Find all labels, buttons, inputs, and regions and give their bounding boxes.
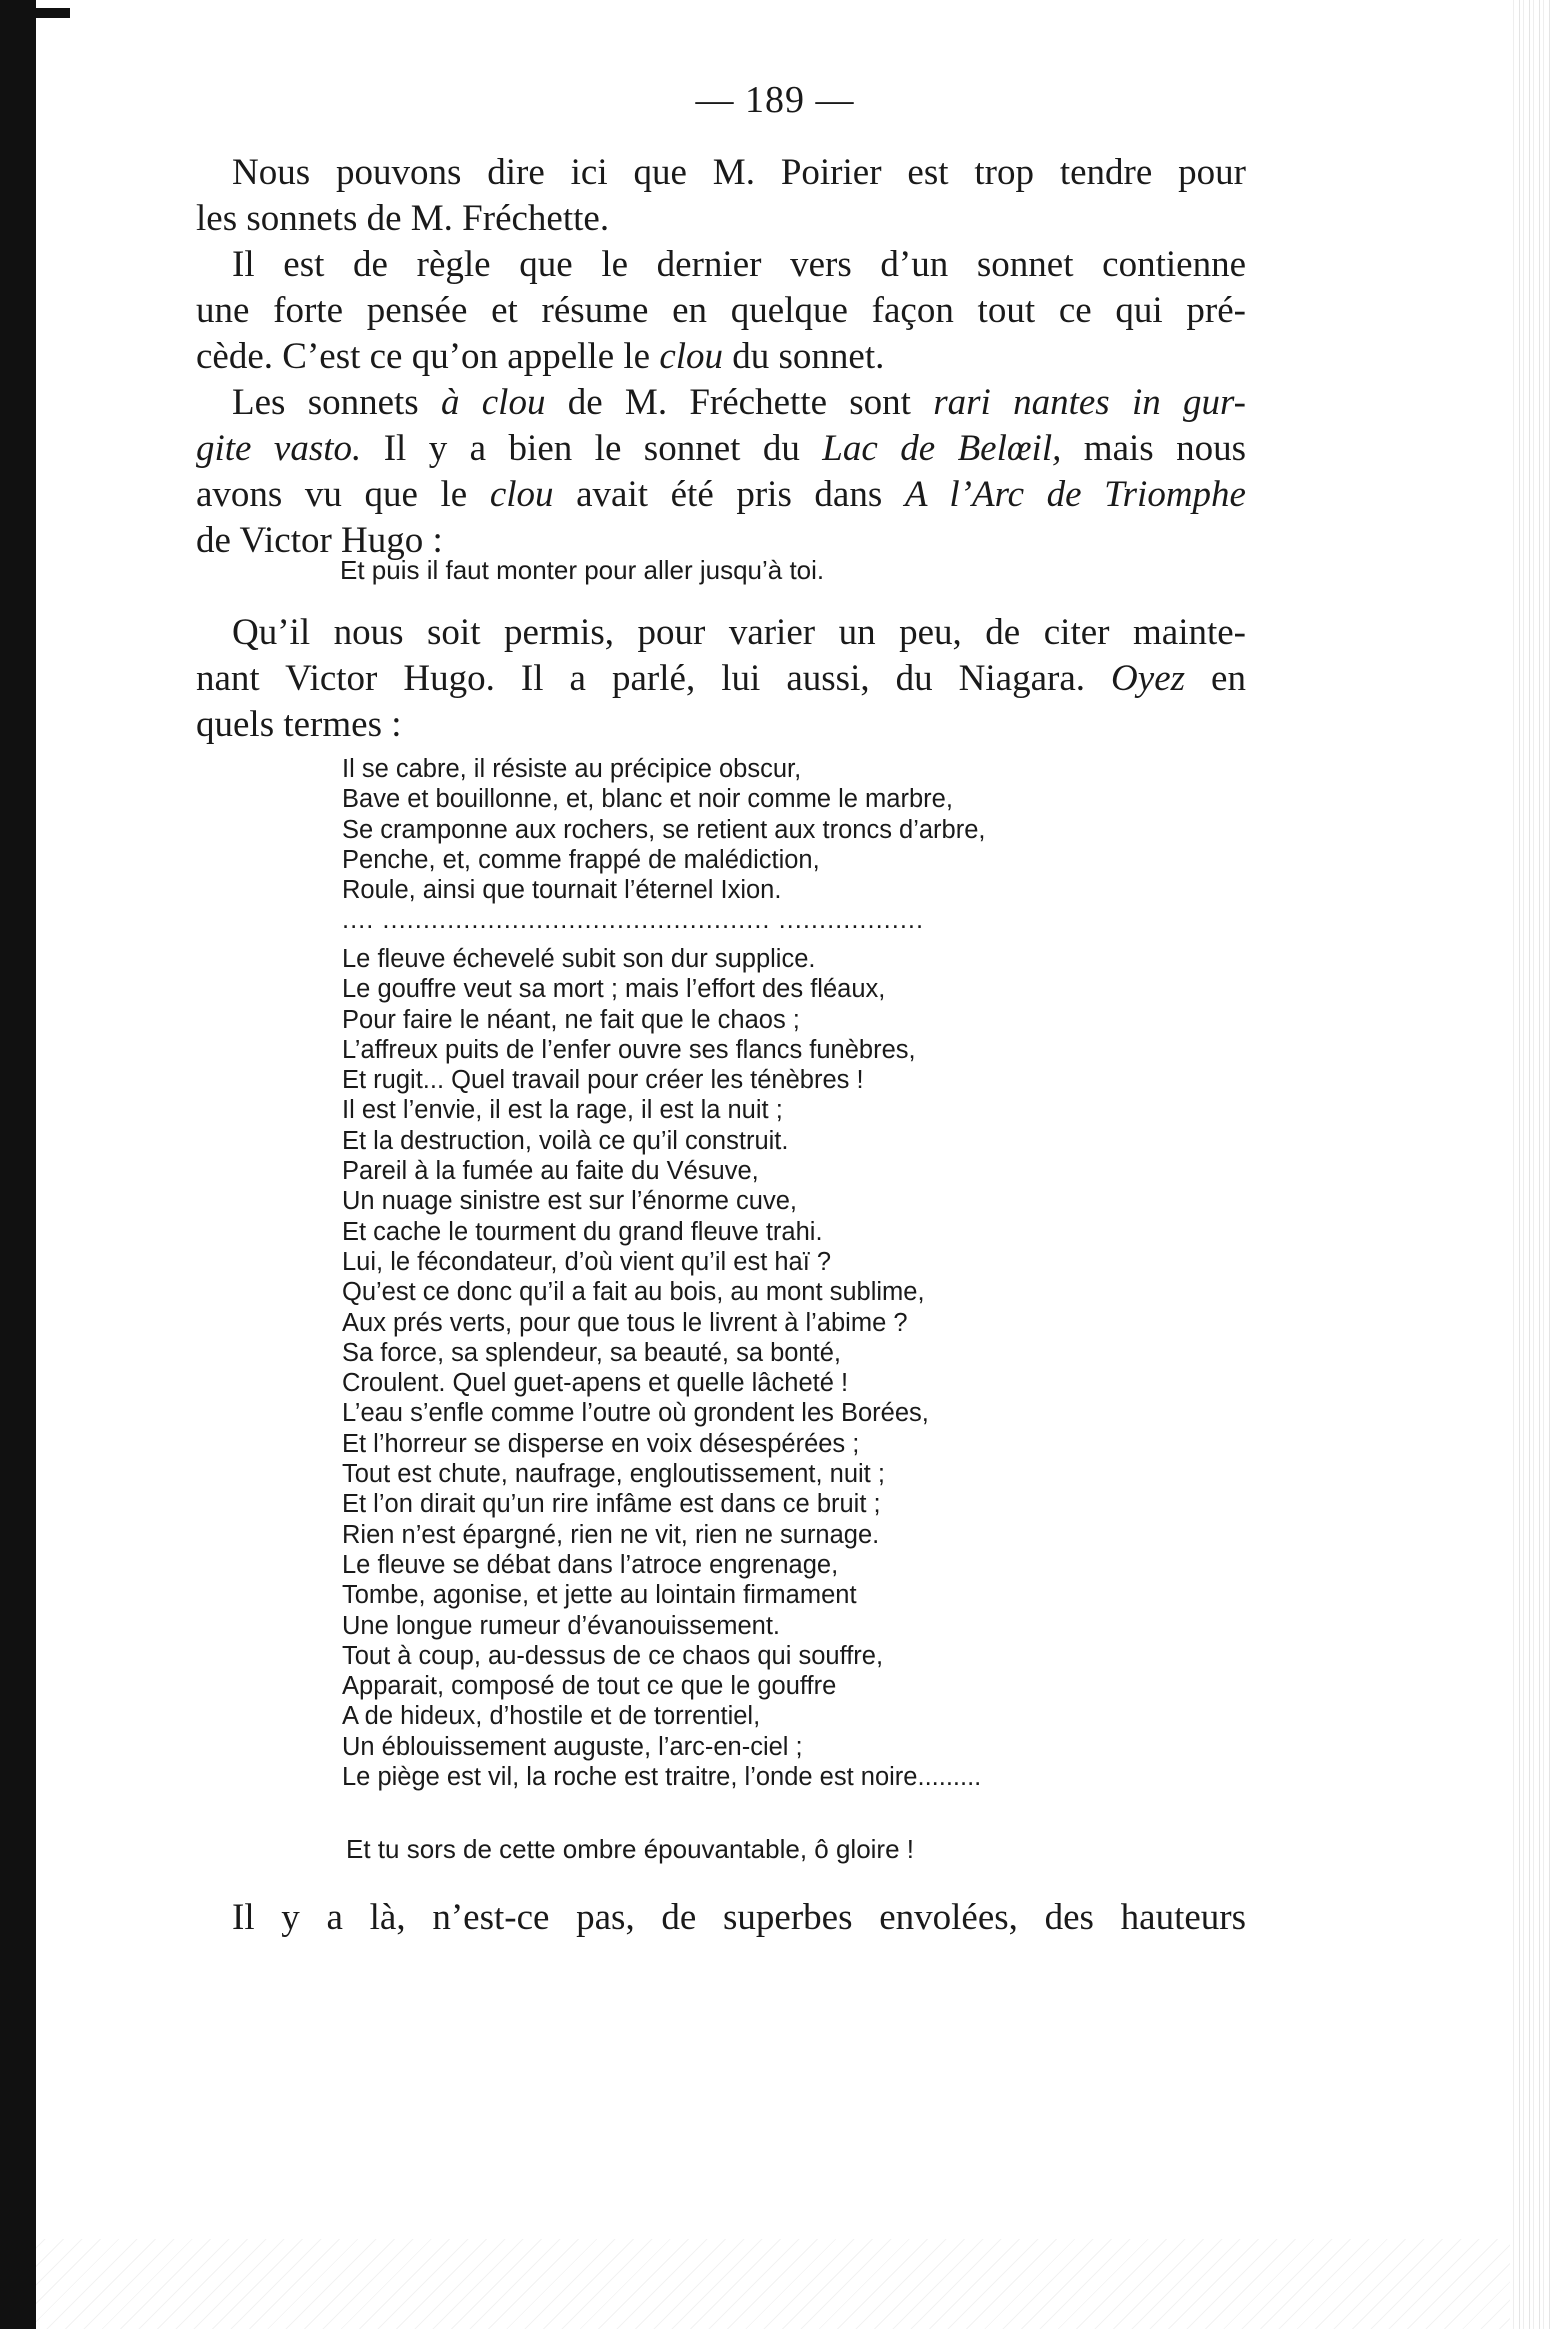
text-run: avons vu que le bbox=[196, 474, 490, 515]
verse-line: Pareil à la fumée au faite du Vésuve, bbox=[342, 1157, 759, 1186]
text-line bbox=[196, 426, 1246, 472]
text-run: en bbox=[1185, 658, 1246, 699]
text-line: une forte pensée et résume en quelque façon tout ce qui pré- bbox=[196, 290, 1246, 331]
verse-line: Roule, ainsi que tournait l’éternel Ixion. bbox=[342, 876, 782, 905]
verse-line: Pour faire le néant, ne fait que le chaos ; bbox=[342, 1005, 800, 1034]
italic-term: à clou bbox=[440, 382, 546, 423]
verse-line: L’affreux puits de l’enfer ouvre ses flancs funèbres, bbox=[342, 1035, 916, 1064]
italic-term: Lac de Belœil, bbox=[822, 428, 1062, 469]
paragraph-4 bbox=[196, 610, 1246, 748]
verse-line: Et la destruction, voilà ce qu’il construit. bbox=[342, 1126, 789, 1155]
verse-line: Sa force, sa splendeur, sa beauté, sa bonté, bbox=[342, 1338, 842, 1367]
paragraph-3 bbox=[196, 380, 1246, 564]
italic-term: clou bbox=[659, 336, 724, 377]
verse-line: Penche, et, comme frappé de malédiction, bbox=[342, 845, 820, 874]
text-run: avait été pris dans bbox=[553, 474, 905, 515]
verse-line: Aux prés verts, pour que tous le livrent à l’abime ? bbox=[342, 1308, 908, 1337]
italic-term: rari nantes in gur- bbox=[933, 382, 1246, 423]
italic-term: A l’Arc de Triomphe bbox=[904, 474, 1246, 515]
verse-line: Il se cabre, il résiste au précipice obscur, bbox=[342, 755, 802, 783]
verse-line: Qu’est ce donc qu’il a fait au bois, au mont sublime, bbox=[342, 1278, 925, 1307]
text-line bbox=[196, 334, 1246, 380]
italic-term: clou bbox=[489, 474, 554, 515]
verse-line: Et rugit... Quel travail pour créer les ténèbres ! bbox=[342, 1066, 864, 1095]
italic-term: gite vasto. bbox=[196, 428, 362, 469]
page-edge-noise bbox=[1510, 0, 1550, 2329]
verse-line: L’eau s’enfle comme l’outre où grondent les Borées, bbox=[342, 1399, 929, 1428]
quoted-verse: Et puis il faut monter pour aller jusqu’à toi. bbox=[340, 555, 825, 585]
verse-line: Et l’on dirait qu’un rire infâme est dans ce bruit ; bbox=[342, 1490, 881, 1519]
text-run: Il y a bien le sonnet du bbox=[361, 428, 823, 469]
text-line: Qu’il nous soit permis, pour varier un peu, de citer mainte- bbox=[232, 612, 1246, 653]
text-line bbox=[196, 380, 1246, 426]
verse-line: Le gouffre veut sa mort ; mais l’effort des fléaux, bbox=[342, 975, 886, 1004]
text-line: Nous pouvons dire ici que M. Poirier est trop tendre pour bbox=[232, 152, 1246, 193]
spine-tab bbox=[0, 8, 70, 18]
text-run: de M. Fréchette sont bbox=[545, 382, 934, 423]
verse-block-a bbox=[342, 754, 1222, 936]
verse-line: Rien n’est épargné, rien ne vit, rien ne surnage. bbox=[342, 1520, 880, 1549]
italic-term: Oyez bbox=[1111, 658, 1186, 699]
verse-line: Un nuage sinistre est sur l’énorme cuve, bbox=[342, 1187, 797, 1216]
verse-line: Bave et bouillonne, et, blanc et noir comme le marbre, bbox=[342, 785, 953, 814]
paragraph-5 bbox=[196, 1895, 1246, 1941]
verse-line: Croulent. Quel guet-apens et quelle lâcheté ! bbox=[342, 1369, 849, 1398]
text-line: les sonnets de M. Fréchette. bbox=[196, 198, 610, 239]
verse-line: Une longue rumeur d’évanouissement. bbox=[342, 1611, 781, 1640]
final-verse-line: Et tu sors de cette ombre épouvantable, ô gloire ! bbox=[346, 1834, 915, 1864]
text-run: nant Victor Hugo. Il a parlé, lui aussi, du Niagara. bbox=[196, 658, 1112, 699]
text-run: mais nous bbox=[1061, 428, 1247, 469]
paragraph-1 bbox=[196, 150, 1246, 242]
verse-line: Tombe, agonise, et jette au lointain firmament bbox=[342, 1581, 857, 1610]
verse-line: Le piège est vil, la roche est traitre, l’onde est noire......... bbox=[342, 1763, 982, 1792]
verse-line: Le fleuve se débat dans l’atroce engrenage, bbox=[342, 1550, 839, 1579]
text-line: Il est de règle que le dernier vers d’un sonnet contienne bbox=[232, 244, 1246, 285]
text-line: de Victor Hugo : bbox=[196, 520, 443, 561]
verse-line: Un éblouissement auguste, l’arc-en-ciel ; bbox=[342, 1732, 803, 1761]
text-line: Il y a là, n’est-ce pas, de superbes envolées, des hauteurs bbox=[232, 1897, 1246, 1938]
paragraph-2 bbox=[196, 242, 1246, 380]
text-run: Les sonnets bbox=[232, 382, 441, 423]
text-line: quels termes : bbox=[196, 704, 402, 745]
verse-line: Tout est chute, naufrage, engloutissement, nuit ; bbox=[342, 1460, 885, 1489]
text-line bbox=[196, 472, 1246, 518]
verse-line: Apparait, composé de tout ce que le gouffre bbox=[342, 1672, 837, 1701]
text-run: cède. C’est ce qu’on appelle le bbox=[196, 336, 660, 377]
verse-line: Et l’horreur se disperse en voix désespérées ; bbox=[342, 1429, 860, 1458]
ellipsis-separator: .... ................................................ .................. bbox=[342, 906, 925, 935]
verse-line: A de hideux, d’hostile et de torrentiel, bbox=[342, 1702, 761, 1731]
verse-line: Lui, le fécondateur, d’où vient qu’il est haï ? bbox=[342, 1247, 832, 1276]
verse-block-b bbox=[342, 944, 1222, 1792]
text-run: du sonnet. bbox=[723, 336, 885, 377]
verse-line: Le fleuve échevelé subit son dur supplice. bbox=[342, 945, 816, 973]
verse-line: Il est l’envie, il est la rage, il est la nuit ; bbox=[342, 1096, 783, 1125]
text-line bbox=[196, 656, 1246, 702]
verse-line: Se cramponne aux rochers, se retient aux troncs d’arbre, bbox=[342, 815, 986, 844]
verse-line: Tout à coup, au-dessus de ce chaos qui souffre, bbox=[342, 1641, 884, 1670]
verse-line: Et cache le tourment du grand fleuve trahi. bbox=[342, 1217, 823, 1246]
scan-noise bbox=[36, 2239, 1510, 2329]
page-number: — 189 — bbox=[695, 79, 855, 121]
book-spine-shadow bbox=[0, 0, 36, 2329]
